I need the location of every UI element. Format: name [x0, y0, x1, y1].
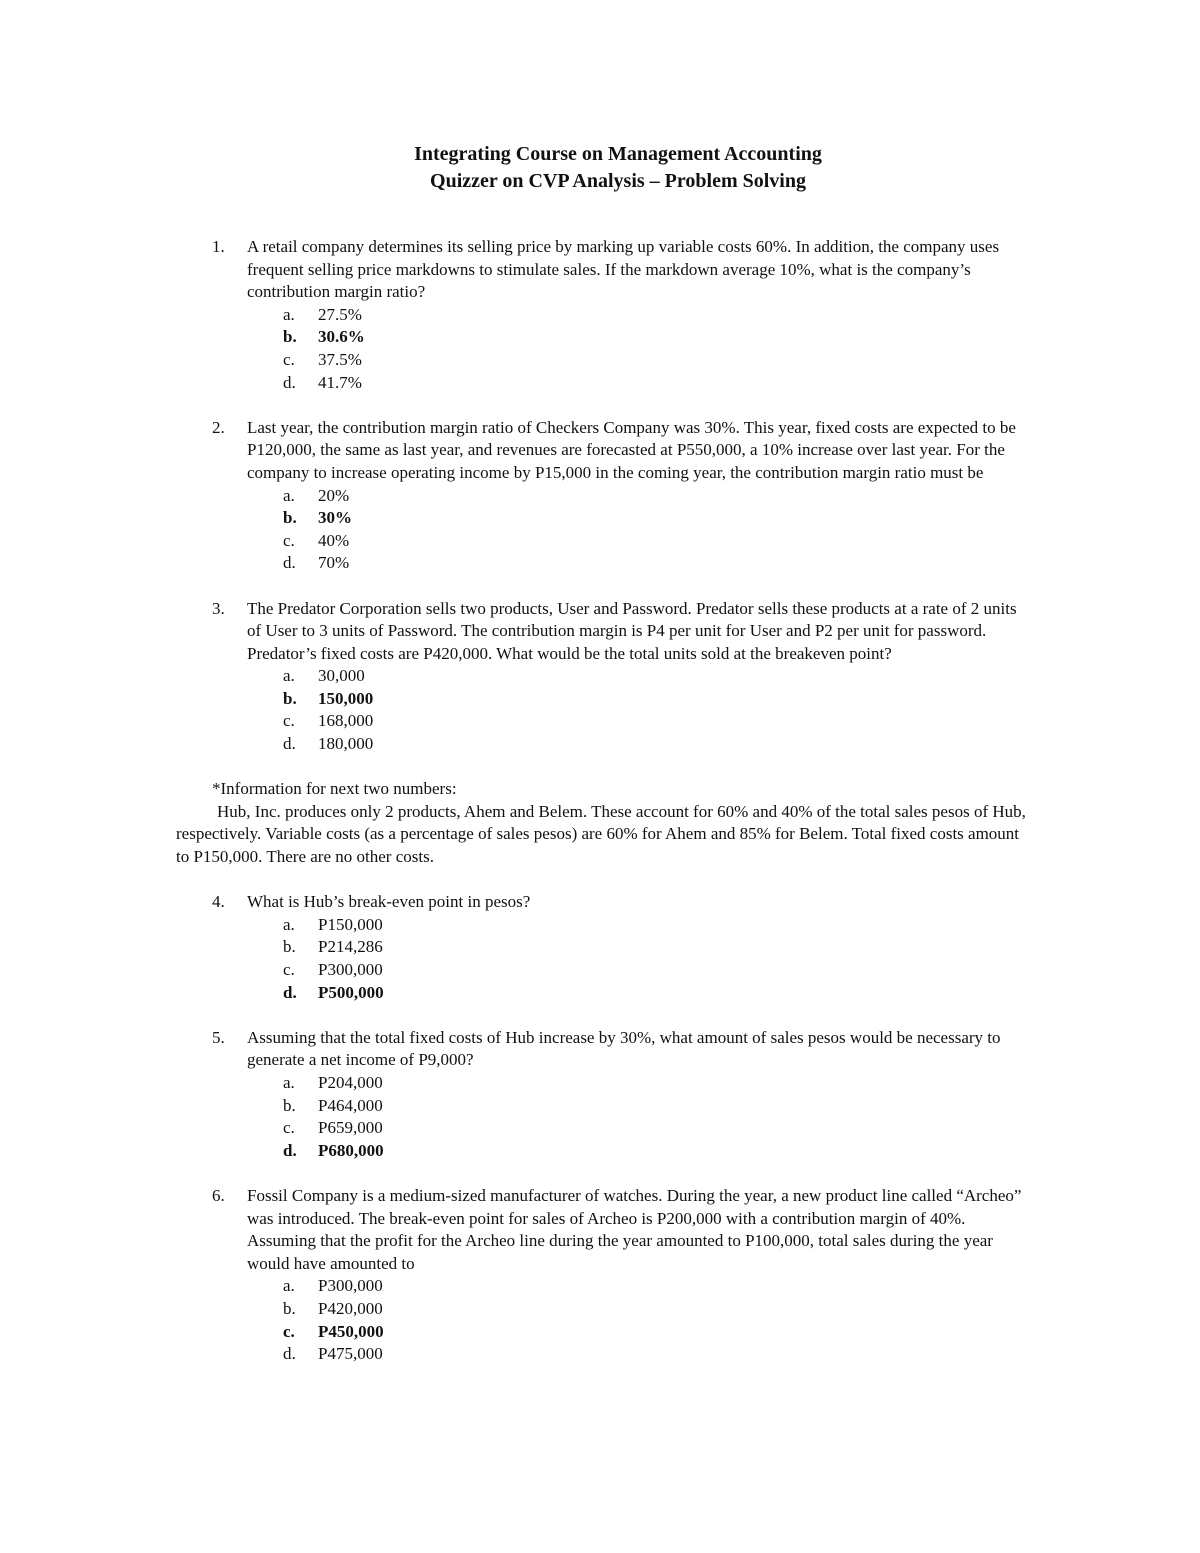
- choice-letter: d.: [283, 1344, 296, 1364]
- question-3: [0, 598, 1200, 756]
- choice-c: [0, 1117, 1200, 1140]
- choice-value: 20%: [318, 485, 350, 505]
- question-number: 3.: [212, 598, 225, 618]
- choice-b: [0, 688, 1200, 711]
- shared-information: [0, 778, 1200, 868]
- question-number: 5.: [212, 1027, 225, 1047]
- choice-letter: d.: [283, 1140, 297, 1160]
- choice-d: [0, 982, 1200, 1005]
- question-text: Last year, the contribution margin ratio of Checkers Company was 30%. This year, fixed costs are expected to be P120,000, the same as last year, and revenues are forecasted at P550,000, a 10% increase over last year. For the company to increase operating income by P15,000 in the coming year, the contribution margin ratio must be: [247, 417, 1016, 482]
- choice-a: [0, 1072, 1200, 1095]
- choice-c: [0, 710, 1200, 733]
- question-text: The Predator Corporation sells two products, User and Password. Predator sells these products at a rate of 2 units of User to 3 units of Password. The contribution margin is P4 per unit for User and P2 per unit for password. Predator’s fixed costs are P420,000. What would be the total units sold at the breakeven point?: [247, 598, 1017, 663]
- choice-value: P659,000: [318, 1118, 383, 1138]
- choice-value: 30%: [318, 508, 352, 528]
- question-text: What is Hub’s break-even point in pesos?: [247, 892, 531, 912]
- choice-value: 30,000: [318, 666, 365, 686]
- question-2: [0, 417, 1200, 575]
- choice-d: [0, 552, 1200, 575]
- question-6: [0, 1185, 1200, 1366]
- choice-value: P214,286: [318, 937, 383, 957]
- choice-a: [0, 485, 1200, 508]
- document-title: [0, 141, 1200, 195]
- choice-a: [0, 304, 1200, 327]
- choice-letter: a.: [283, 485, 295, 505]
- choice-value: P500,000: [318, 982, 384, 1002]
- info-text: Hub, Inc. produces only 2 products, Ahem and Belem. These account for 60% and 40% of the total sales pesos of Hub, respectively. Variable costs (as a percentage of sales pesos) are 60% for Ahem and 85% for Belem. Total fixed costs amount to P150,000. There are no other costs.: [176, 801, 1026, 867]
- choice-b: [0, 936, 1200, 959]
- choice-value: 27.5%: [318, 304, 362, 324]
- choice-value: P420,000: [318, 1298, 383, 1318]
- choice-b: [0, 507, 1200, 530]
- choice-letter: b.: [283, 688, 297, 708]
- question-text: Fossil Company is a medium-sized manufacturer of watches. During the year, a new product line called “Archeo” was introduced. The break-even point for sales of Archeo is P200,000 with a contribution margin of 40%. Assuming that the profit for the Archeo line during the year amounted to P100,000, total sales during the year would have amounted to: [247, 1185, 1022, 1273]
- choice-d: [0, 733, 1200, 756]
- answer-choices: [0, 304, 1200, 394]
- choice-value: 168,000: [318, 711, 374, 731]
- question-number: 2.: [212, 417, 225, 437]
- answer-choices: [0, 1072, 1200, 1162]
- choice-value: 40%: [318, 530, 350, 550]
- question-5: [0, 1027, 1200, 1163]
- answer-choices: [0, 665, 1200, 755]
- question-number: 1.: [212, 237, 225, 256]
- choice-letter: b.: [283, 1298, 296, 1318]
- choice-a: [0, 665, 1200, 688]
- choice-letter: c.: [283, 711, 295, 731]
- choice-value: 180,000: [318, 734, 374, 754]
- title-line-2: Quizzer on CVP Analysis – Problem Solving: [430, 170, 806, 192]
- choice-a: [0, 914, 1200, 937]
- choice-a: [0, 1275, 1200, 1298]
- choice-letter: b.: [283, 937, 296, 957]
- choice-letter: c.: [283, 960, 295, 979]
- choice-letter: a.: [283, 1072, 295, 1092]
- choice-letter: b.: [283, 1095, 296, 1115]
- choice-b: [0, 326, 1200, 349]
- choice-value: P300,000: [318, 960, 383, 979]
- choice-b: [0, 1095, 1200, 1118]
- choice-letter: c.: [283, 349, 295, 369]
- choice-d: [0, 372, 1200, 395]
- choice-letter: d.: [283, 734, 296, 754]
- choice-value: 150,000: [318, 688, 374, 708]
- choice-value: P450,000: [318, 1321, 384, 1341]
- choice-c: [0, 959, 1200, 982]
- question-number: 6.: [212, 1185, 225, 1205]
- info-heading: *Information for next two numbers:: [212, 779, 457, 799]
- choice-value: P150,000: [318, 914, 383, 934]
- choice-b: [0, 1298, 1200, 1321]
- title-line-1: Integrating Course on Management Accounting: [414, 143, 822, 165]
- choice-value: P680,000: [318, 1140, 384, 1160]
- answer-choices: [0, 914, 1200, 1004]
- question-number: 4.: [212, 892, 225, 912]
- answer-choices: [0, 485, 1200, 575]
- choice-c: [0, 1321, 1200, 1344]
- question-text: Assuming that the total fixed costs of Hub increase by 30%, what amount of sales pesos would be necessary to generate a net income of P9,000?: [247, 1027, 1001, 1070]
- choice-letter: c.: [283, 530, 295, 550]
- answer-choices: [0, 1275, 1200, 1365]
- question-text: A retail company determines its selling price by marking up variable costs 60%. In addition, the company uses frequent selling price markdowns to stimulate sales. If the markdown average 10%, what is the company’s contribution margin ratio?: [247, 237, 1000, 302]
- choice-letter: b.: [283, 508, 297, 528]
- choice-value: 70%: [318, 553, 350, 573]
- choice-letter: d.: [283, 553, 296, 573]
- choice-value: P300,000: [318, 1276, 383, 1296]
- choice-value: P475,000: [318, 1344, 383, 1364]
- choice-letter: c.: [283, 1321, 295, 1341]
- choice-letter: c.: [283, 1118, 295, 1138]
- choice-letter: d.: [283, 982, 297, 1002]
- choice-c: [0, 530, 1200, 553]
- document-body: [0, 236, 1200, 1388]
- choice-d: [0, 1343, 1200, 1366]
- question-1: [0, 236, 1200, 394]
- choice-value: 41.7%: [318, 372, 362, 392]
- choice-value: 30.6%: [318, 327, 365, 347]
- choice-letter: a.: [283, 1276, 295, 1296]
- question-4: [0, 891, 1200, 1004]
- choice-letter: a.: [283, 666, 295, 686]
- choice-value: 37.5%: [318, 349, 362, 369]
- choice-value: P464,000: [318, 1095, 383, 1115]
- choice-letter: a.: [283, 304, 295, 324]
- choice-c: [0, 349, 1200, 372]
- choice-letter: b.: [283, 327, 297, 347]
- choice-d: [0, 1140, 1200, 1163]
- choice-value: P204,000: [318, 1072, 383, 1092]
- choice-letter: a.: [283, 914, 295, 934]
- choice-letter: d.: [283, 372, 296, 392]
